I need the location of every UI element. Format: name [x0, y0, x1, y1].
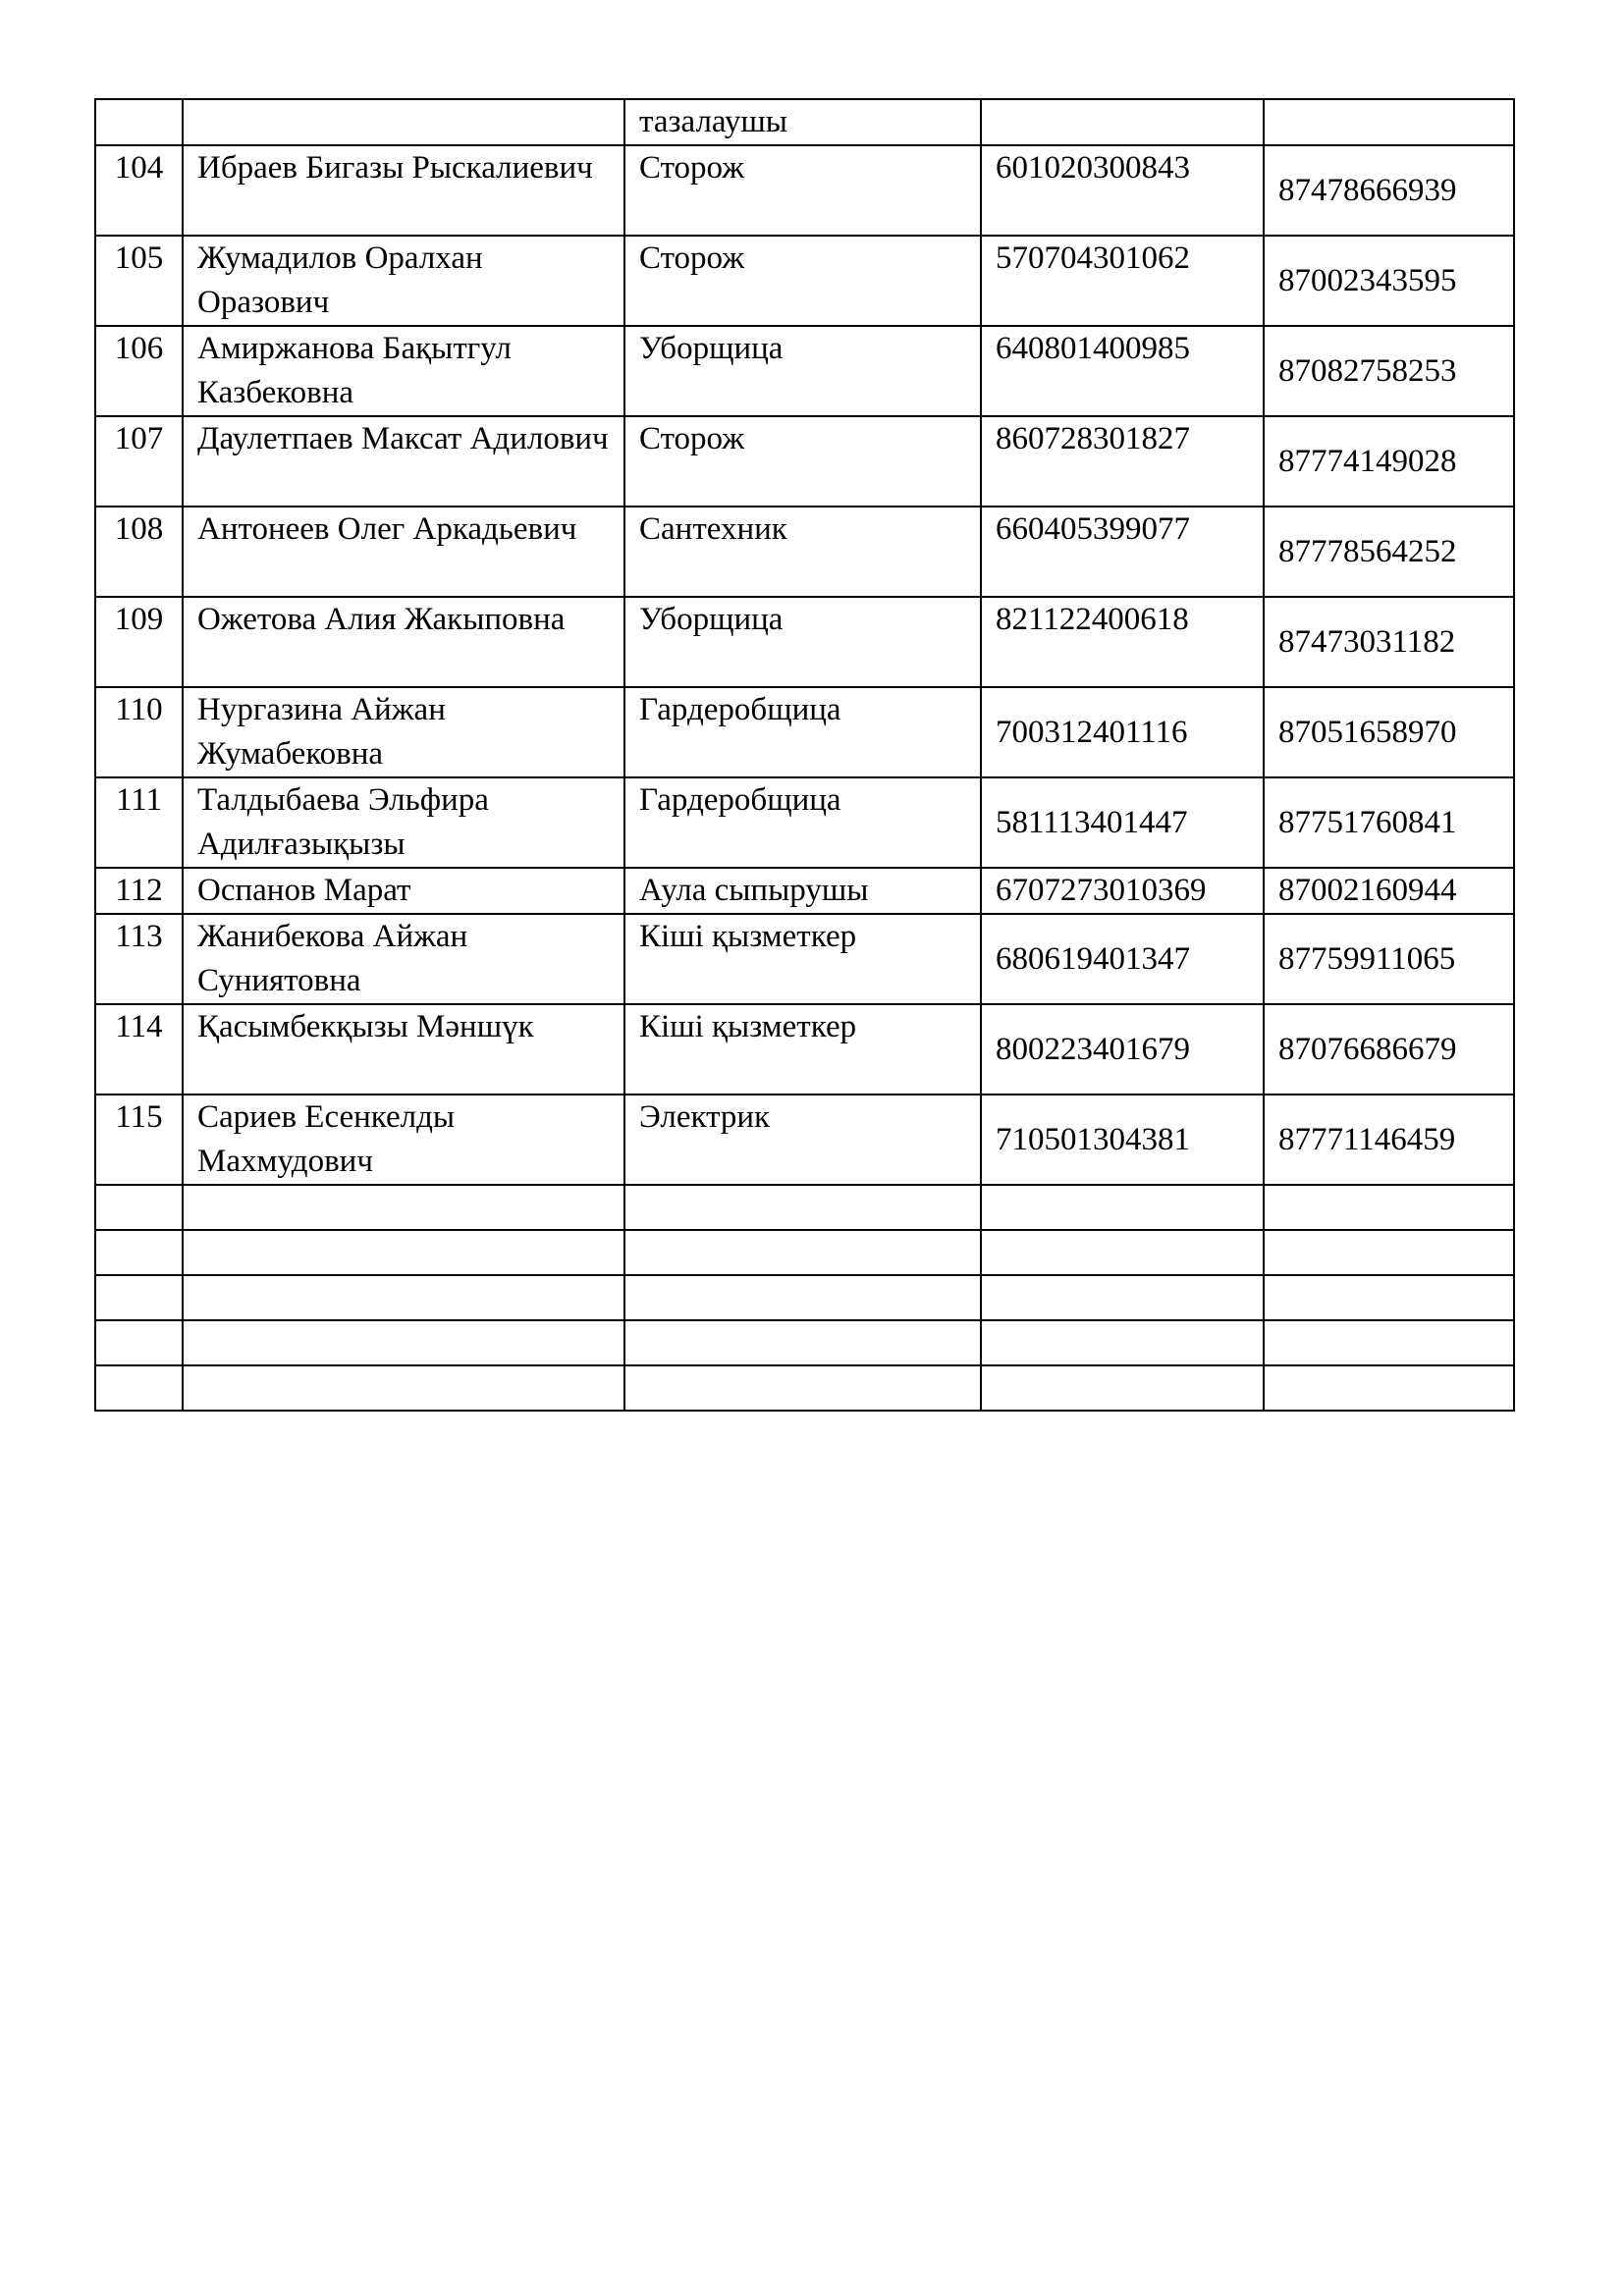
empty-row — [95, 1185, 1514, 1230]
staff-table — [94, 98, 1515, 1412]
iin-cell: 6707273010369 — [981, 868, 1264, 914]
position-cell: Электрик — [624, 1095, 981, 1185]
iin-cell: 800223401679 — [981, 1004, 1264, 1095]
position-cell: Сторож — [624, 416, 981, 507]
row-number-cell: 115 — [95, 1095, 183, 1185]
empty-cell — [95, 1185, 183, 1230]
position-cell: Гардеробщица — [624, 777, 981, 868]
iin-cell: 640801400985 — [981, 326, 1264, 416]
table-row — [95, 145, 1514, 236]
position-cell: Сторож — [624, 236, 981, 326]
phone-cell: 87076686679 — [1264, 1004, 1514, 1095]
position-cell: Уборщица — [624, 597, 981, 687]
row-number-cell: 109 — [95, 597, 183, 687]
empty-cell — [95, 1275, 183, 1320]
empty-cell — [1264, 1275, 1514, 1320]
name-cell — [183, 99, 624, 145]
empty-cell — [624, 1275, 981, 1320]
row-number-cell: 106 — [95, 326, 183, 416]
row-number-cell: 105 — [95, 236, 183, 326]
position-cell: Гардеробщица — [624, 687, 981, 777]
phone-cell: 87774149028 — [1264, 416, 1514, 507]
iin-cell: 581113401447 — [981, 777, 1264, 868]
row-number-cell: 113 — [95, 914, 183, 1004]
empty-cell — [981, 1230, 1264, 1275]
name-cell: Жумадилов Оралхан Оразович — [183, 236, 624, 326]
empty-cell — [981, 1275, 1264, 1320]
position-cell: Сторож — [624, 145, 981, 236]
phone-cell: 87473031182 — [1264, 597, 1514, 687]
position-cell: Сантехник — [624, 507, 981, 597]
phone-cell: 87771146459 — [1264, 1095, 1514, 1185]
position-cell: тазалаушы — [624, 99, 981, 145]
phone-cell: 87478666939 — [1264, 145, 1514, 236]
phone-cell: 87002160944 — [1264, 868, 1514, 914]
empty-cell — [95, 1320, 183, 1365]
row-number-cell: 107 — [95, 416, 183, 507]
iin-cell — [981, 99, 1264, 145]
row-number-cell: 114 — [95, 1004, 183, 1095]
empty-cell — [1264, 1185, 1514, 1230]
empty-cell — [183, 1320, 624, 1365]
table-row — [95, 687, 1514, 777]
iin-cell: 710501304381 — [981, 1095, 1264, 1185]
row-number-cell: 110 — [95, 687, 183, 777]
empty-cell — [624, 1230, 981, 1275]
empty-cell — [981, 1320, 1264, 1365]
position-cell: Кіші қызметкер — [624, 1004, 981, 1095]
phone-cell — [1264, 99, 1514, 145]
position-cell: Кіші қызметкер — [624, 914, 981, 1004]
row-number-cell: 112 — [95, 868, 183, 914]
empty-cell — [624, 1185, 981, 1230]
table-row — [95, 507, 1514, 597]
name-cell: Нургазина Айжан Жумабековна — [183, 687, 624, 777]
phone-cell: 87759911065 — [1264, 914, 1514, 1004]
empty-row — [95, 1230, 1514, 1275]
iin-cell: 860728301827 — [981, 416, 1264, 507]
position-cell: Аула сыпырушы — [624, 868, 981, 914]
table-row — [95, 99, 1514, 145]
name-cell: Антонеев Олег Аркадьевич — [183, 507, 624, 597]
name-cell: Амиржанова Бақытгул Казбековна — [183, 326, 624, 416]
phone-cell: 87082758253 — [1264, 326, 1514, 416]
table-row — [95, 868, 1514, 914]
phone-cell: 87751760841 — [1264, 777, 1514, 868]
name-cell: Ожетова Алия Жакыповна — [183, 597, 624, 687]
empty-row — [95, 1275, 1514, 1320]
empty-cell — [183, 1365, 624, 1411]
empty-cell — [624, 1365, 981, 1411]
iin-cell: 660405399077 — [981, 507, 1264, 597]
name-cell: Ибраев Бигазы Рыскалиевич — [183, 145, 624, 236]
table-row — [95, 777, 1514, 868]
name-cell: Қасымбекқызы Мәншүк — [183, 1004, 624, 1095]
table-row — [95, 1095, 1514, 1185]
table-row — [95, 236, 1514, 326]
name-cell: Даулетпаев Максат Адилович — [183, 416, 624, 507]
empty-cell — [183, 1185, 624, 1230]
empty-cell — [1264, 1365, 1514, 1411]
empty-cell — [183, 1275, 624, 1320]
row-number-cell — [95, 99, 183, 145]
name-cell: Оспанов Марат — [183, 868, 624, 914]
empty-cell — [95, 1230, 183, 1275]
name-cell: Талдыбаева Эльфира Адилғазықызы — [183, 777, 624, 868]
row-number-cell: 104 — [95, 145, 183, 236]
phone-cell: 87778564252 — [1264, 507, 1514, 597]
phone-cell: 87051658970 — [1264, 687, 1514, 777]
iin-cell: 821122400618 — [981, 597, 1264, 687]
row-number-cell: 111 — [95, 777, 183, 868]
empty-row — [95, 1320, 1514, 1365]
empty-cell — [981, 1185, 1264, 1230]
empty-cell — [624, 1320, 981, 1365]
iin-cell: 680619401347 — [981, 914, 1264, 1004]
empty-cell — [95, 1365, 183, 1411]
empty-cell — [1264, 1230, 1514, 1275]
row-number-cell: 108 — [95, 507, 183, 597]
table-row — [95, 326, 1514, 416]
empty-cell — [981, 1365, 1264, 1411]
name-cell: Сариев Есенкелды Махмудович — [183, 1095, 624, 1185]
name-cell: Жанибекова Айжан Суниятовна — [183, 914, 624, 1004]
table-row — [95, 914, 1514, 1004]
empty-row — [95, 1365, 1514, 1411]
phone-cell: 87002343595 — [1264, 236, 1514, 326]
empty-cell — [183, 1230, 624, 1275]
table-row — [95, 1004, 1514, 1095]
iin-cell: 700312401116 — [981, 687, 1264, 777]
iin-cell: 601020300843 — [981, 145, 1264, 236]
table-row — [95, 416, 1514, 507]
table-row — [95, 597, 1514, 687]
position-cell: Уборщица — [624, 326, 981, 416]
empty-cell — [1264, 1320, 1514, 1365]
iin-cell: 570704301062 — [981, 236, 1264, 326]
